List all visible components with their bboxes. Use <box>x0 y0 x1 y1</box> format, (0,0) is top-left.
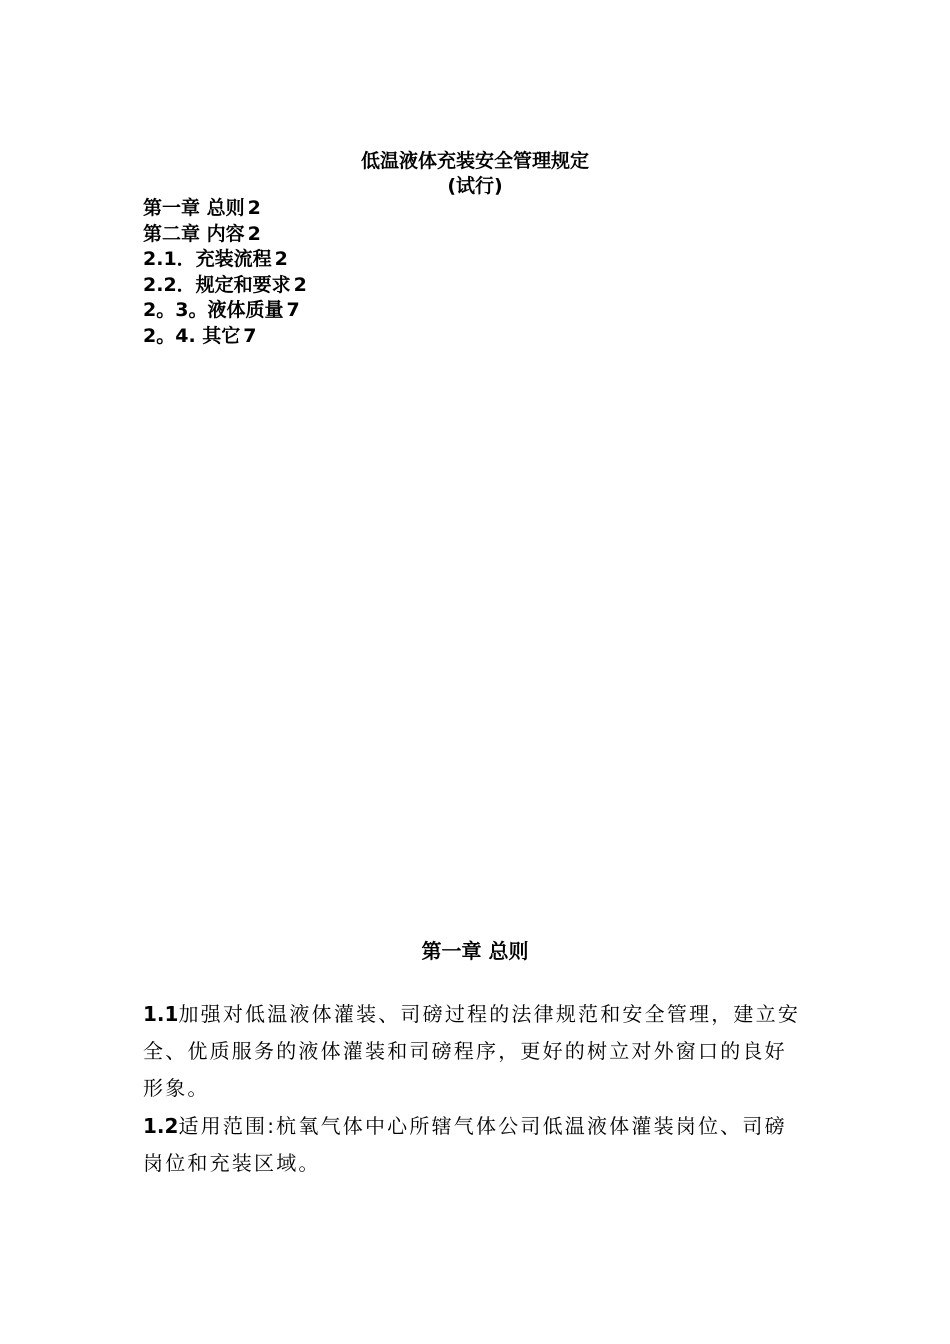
clause-number: 1.1 <box>143 1002 179 1026</box>
toc-item-label: 2。4. 其它 <box>143 324 241 347</box>
toc-item-label: 第一章 总则 <box>143 197 245 219</box>
toc-item-chapter-1[interactable] <box>143 196 307 222</box>
toc-item-2-1[interactable] <box>143 247 307 273</box>
clause-text: 加强对低温液体灌装、司磅过程的法律规范和安全管理，建立安全、优质服务的液体灌装和司磅程序，更好的树立对外窗口的良好形象。 <box>143 1002 801 1100</box>
document-subtitle: (试行) <box>447 175 503 197</box>
clause-1-1 <box>143 996 808 1107</box>
toc-item-page: 7 <box>286 299 300 322</box>
toc-item-2-3[interactable] <box>143 298 307 324</box>
toc-item-page: 2 <box>247 222 261 245</box>
toc-item-label: 2。3。液体质量 <box>143 299 284 322</box>
toc-item-label: 2.1．充装流程 <box>143 248 272 271</box>
chapter-heading: 第一章 总则 <box>421 939 529 963</box>
clause-text: 适用范围:杭氧气体中心所辖气体公司低温液体灌装岗位、司磅岗位和充装区域。 <box>143 1114 787 1175</box>
toc-item-2-4[interactable] <box>143 324 307 350</box>
clause-number: 1.2 <box>143 1114 179 1138</box>
table-of-contents <box>143 196 307 350</box>
toc-item-label: 2.2．规定和要求 <box>143 273 291 296</box>
toc-item-label: 第二章 内容 <box>143 222 245 245</box>
toc-item-page: 2 <box>274 248 288 271</box>
toc-item-page: 2 <box>247 197 261 219</box>
toc-item-2-2[interactable] <box>143 273 307 299</box>
toc-item-page: 7 <box>243 324 257 347</box>
clause-1-2 <box>143 1108 808 1182</box>
document-title: 低温液体充装安全管理规定 <box>360 150 589 172</box>
toc-item-page: 2 <box>293 273 307 296</box>
toc-item-chapter-2[interactable] <box>143 222 307 248</box>
